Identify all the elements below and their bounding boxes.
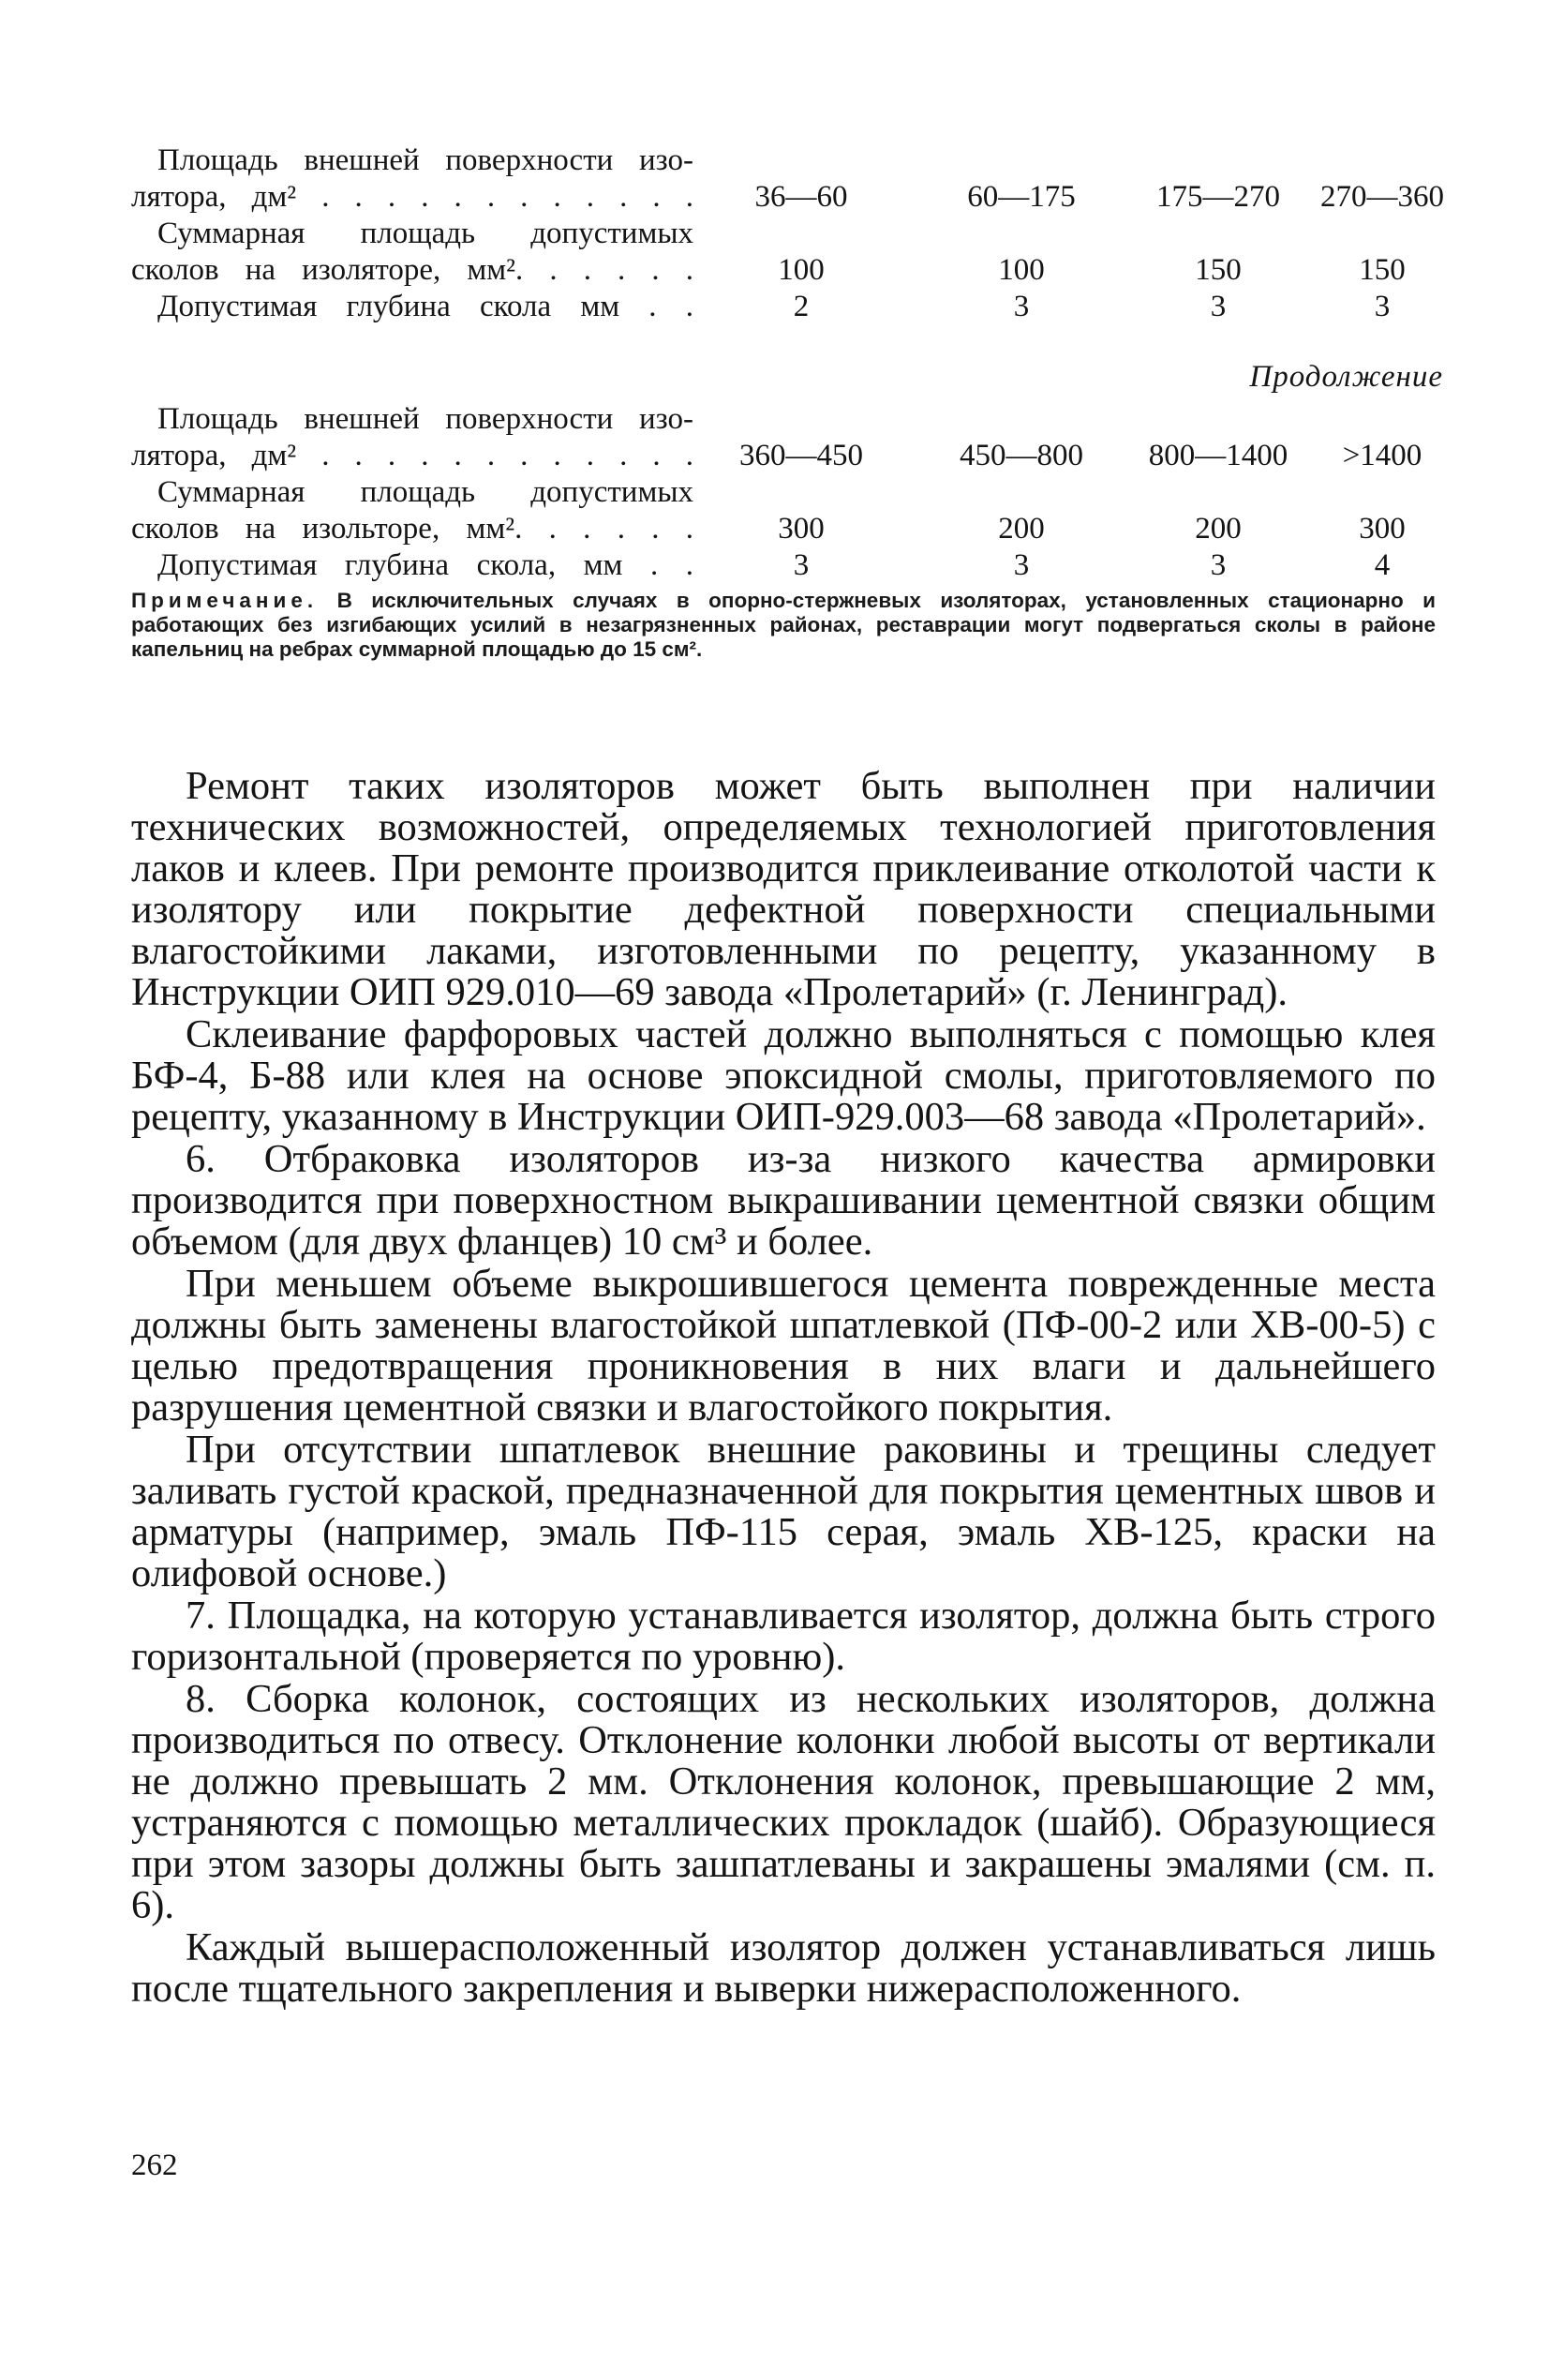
table-cell: 2	[793, 290, 810, 323]
table-note	[131, 589, 1436, 662]
table-cell: 800—1400	[1148, 439, 1288, 472]
paragraph: Каждый вышерасположенный изолятор должен устанавливаться лишь после тщательного закрепления и выверки нижерасположенного.	[131, 1925, 1436, 2011]
table-cell: 150	[1195, 253, 1242, 287]
table-cell: 3	[1210, 290, 1227, 323]
paragraph: Ремонт таких изоляторов может быть выполнен при наличии технических возможностей, определяемых технологией приготовления лаков и клеев. При ремонте производится приклеивание отколотой части к изолятору или покрытие дефектной поверхности специальными влагостойкими лаками, изготовленными по рецепту, указанному в Инструкции ОИП 929.010—69 завода «Пролетарий» (г. Ленинград).	[131, 764, 1436, 1014]
table-cell: 3	[1013, 548, 1030, 582]
body-text	[131, 766, 1436, 2011]
table-cell: 300	[1359, 512, 1406, 546]
row-label-line-2: сколов на изоляторе, мм². . . . . .	[131, 253, 693, 287]
table-cell: 3	[793, 548, 810, 582]
row-label-line-2: лятора, дм² . . . . . . . . . . . .	[131, 180, 693, 214]
table-row	[131, 216, 1434, 289]
table-1	[131, 142, 1444, 325]
row-label-line-1: Допустимая глубина скола, мм . .	[157, 548, 693, 582]
note-text: В исключительных случаях в опорно-стержневых изоляторах, установленных стационарно и работающих без изгибающих усилий в незагрязненных районах, реставрации могут подвергаться сколы в районе капельниц на ребрах суммарной площадью до 15 см².	[131, 589, 1436, 661]
table-cell: 60—175	[967, 180, 1076, 214]
row-label-line-2: сколов на изольторе, мм². . . . . .	[131, 512, 693, 546]
table-cell: 100	[998, 253, 1045, 287]
row-label-line-1: Суммарная площадь допустимых	[157, 217, 693, 250]
table-cell: 3	[1374, 290, 1391, 323]
page-number: 262	[131, 2148, 178, 2182]
table-row	[131, 401, 1434, 474]
row-label-line-2: лятора, дм² . . . . . . . . . . . .	[131, 439, 693, 472]
table-cell: 360—450	[739, 439, 863, 472]
table-row	[131, 547, 1434, 584]
table-row	[131, 289, 1434, 325]
table-cell: 36—60	[754, 180, 848, 214]
table-cell: 175—270	[1156, 180, 1280, 214]
table-row	[131, 142, 1444, 216]
note-title: Примечание.	[131, 589, 319, 612]
table-cell: 450—800	[960, 439, 1083, 472]
table-2	[131, 401, 1434, 584]
table-cell: 270—360	[1320, 180, 1444, 214]
paragraph: Склеивание фарфоровых частей должно выполняться с помощью клея БФ-4, Б-88 или клея на основе эпоксидной смолы, приготовляемого по рецепту, указанному в Инструкции ОИП-929.003—68 завода «Пролетарий».	[131, 1012, 1436, 1139]
paragraph: При отсутствии шпатлевок внешние раковины и трещины следует заливать густой краской, предназначенной для покрытия цементных швов и арматуры (например, эмаль ПФ-115 серая, эмаль ХВ-125, краски на олифовой основе.)	[131, 1428, 1436, 1595]
paragraph: При меньшем объеме выкрошившегося цемента поврежденные места должны быть заменены влагостойкой шпатлевкой (ПФ-00-2 или ХВ-00-5) с целью предотвращения проникновения в них влаги и дальнейшего разрушения цементной связки и влагостойкого покрытия.	[131, 1262, 1436, 1429]
table-cell: 300	[778, 512, 825, 546]
table-cell: 200	[1195, 512, 1242, 546]
table-cell: 4	[1374, 548, 1391, 582]
paragraph: 8. Сборка колонок, состоящих из нескольких изоляторов, должна производиться по отвесу. Отклонение колонки любой высоты от вертикали не должно превышать 2 мм. Отклонения колонок, превышающие 2 мм, устраняются с помощью металлических прокладок (шайб). Образующиеся при этом зазоры должны быть зашпатлеваны и закрашены эмалями (см. п. 6).	[131, 1677, 1436, 1927]
table-cell: >1400	[1342, 439, 1422, 472]
row-label-line-1: Площадь внешней поверхности изо-	[157, 402, 693, 436]
table-cell: 150	[1359, 253, 1406, 287]
continuation-label: Продолжение	[1249, 360, 1443, 394]
table-cell: 3	[1210, 548, 1227, 582]
paragraph: 7. Площадка, на которую устанавливается изолятор, должна быть строго горизонтальной (проверяется по уровню).	[131, 1594, 1436, 1679]
table-cell: 100	[778, 253, 825, 287]
row-label-line-1: Суммарная площадь допустимых	[157, 475, 693, 509]
table-cell: 3	[1013, 290, 1030, 323]
row-label-line-1: Площадь внешней поверхности изо-	[157, 143, 693, 177]
paragraph: 6. Отбраковка изоляторов из-за низкого качества армировки производится при поверхностном выкрашивании цементной связки общим объемом (для двух фланцев) 10 см³ и более.	[131, 1137, 1436, 1264]
table-cell: 200	[998, 512, 1045, 546]
table-row	[131, 474, 1434, 547]
row-label-line-1: Допустимая глубина скола мм . .	[157, 290, 693, 323]
